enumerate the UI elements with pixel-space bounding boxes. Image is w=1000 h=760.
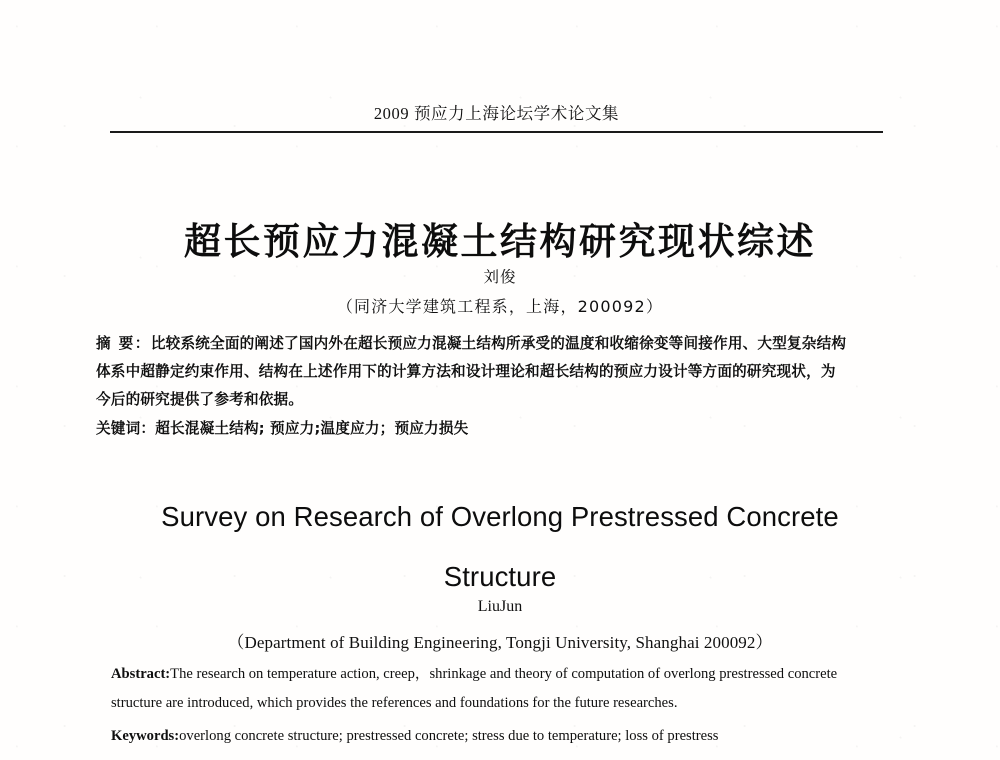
chinese-author: 刘俊: [483, 268, 517, 286]
chinese-abstract-line-2: [96, 358, 914, 386]
english-abstract-text-1: The research on temperature action, creep，shrinkage and theory of computation of overlong prestressed concrete: [170, 666, 838, 682]
chinese-abstract-label: 摘 要：: [96, 335, 151, 352]
chinese-affiliation: （同济大学建筑工程系，上海，200092）: [336, 297, 664, 316]
english-abstract-line-2: [111, 689, 901, 718]
english-keywords-label: Keywords:: [111, 728, 180, 744]
english-abstract: [111, 660, 901, 718]
english-title-line-1: Survey on Research of Overlong Prestressed Concrete: [161, 500, 839, 532]
chinese-abstract: [96, 330, 914, 414]
chinese-abstract-line-1: [96, 330, 914, 358]
english-affiliation: （Department of Building Engineering, Tongji University, Shanghai 200092）: [227, 633, 773, 652]
chinese-keywords-text: 超长混凝土结构; 预应力;温度应力；预应力损失: [155, 420, 469, 437]
chinese-abstract-text-3: 今后的研究提供了参考和依据。: [96, 391, 304, 408]
english-abstract-text-2: structure are introduced, which provides the references and foundations for the future researches.: [111, 695, 678, 711]
chinese-keywords-label: 关键词：: [96, 420, 156, 437]
chinese-keywords: [96, 415, 914, 443]
english-keywords-text: overlong concrete structure; prestressed concrete; stress due to temperature; loss of prestress: [179, 728, 719, 744]
english-abstract-label: Abstract:: [111, 666, 171, 682]
english-abstract-line-1: [111, 660, 901, 689]
english-title-line-2: Structure: [443, 560, 557, 592]
english-author: LiuJun: [477, 598, 523, 615]
chinese-abstract-line-3: [96, 386, 914, 414]
chinese-abstract-text-2: 体系中超静定约束作用、结构在上述作用下的计算方法和设计理论和超长结构的预应力设计等方面的研究现状，为: [96, 363, 836, 380]
chinese-abstract-text-1: 比较系统全面的阐述了国内外在超长预应力混凝土结构所承受的温度和收缩徐变等间接作用、大型复杂结构: [150, 335, 847, 352]
english-keywords: [111, 722, 901, 751]
chinese-title: 超长预应力混凝土结构研究现状综述: [184, 219, 816, 263]
running-head: 2009 预应力上海论坛学术论文集: [373, 104, 620, 123]
header-rule: [110, 131, 883, 133]
